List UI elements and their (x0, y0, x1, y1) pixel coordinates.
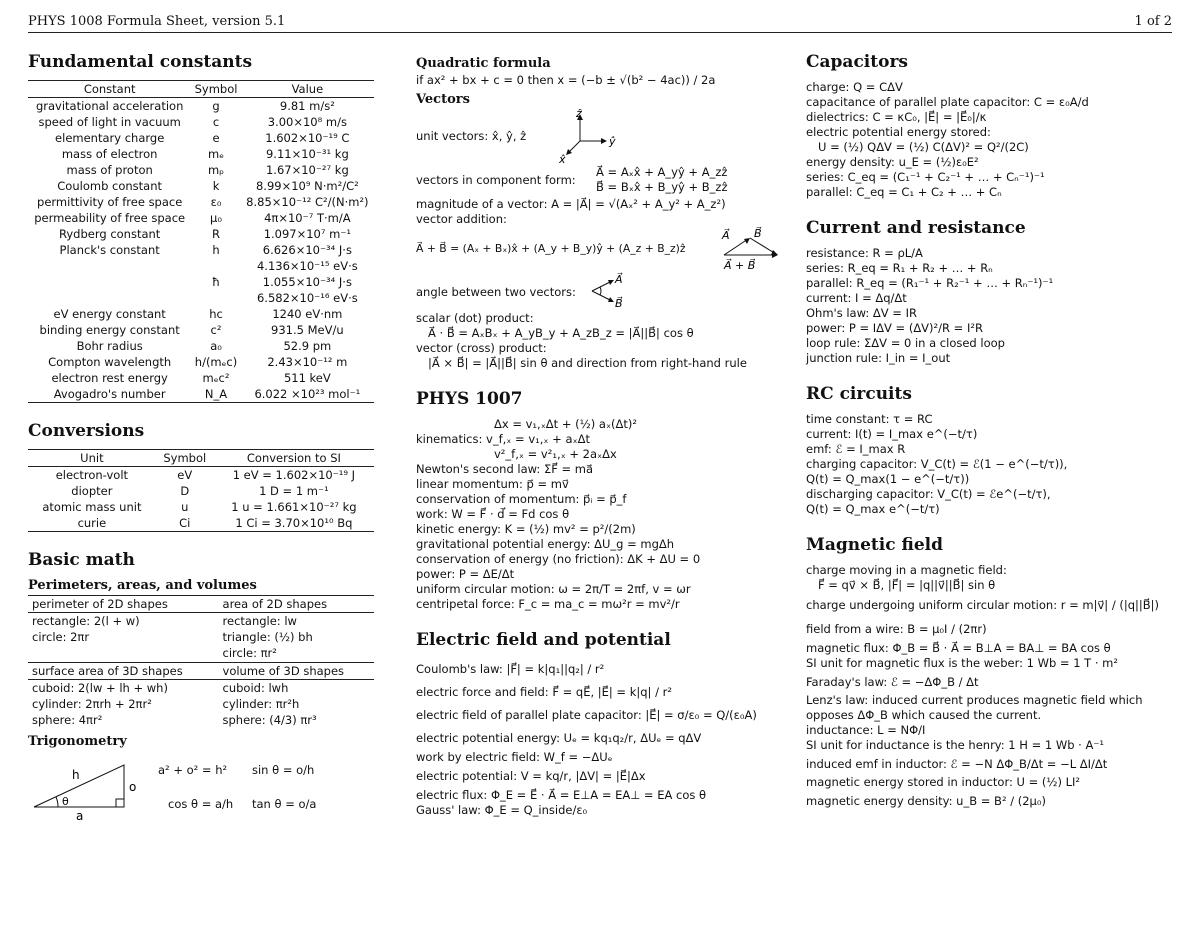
electric-potential: electric potential: V = kq/r, |ΔV| = |E⃗|Δx (416, 769, 646, 783)
loop-rule: loop rule: ΣΔV = 0 in a closed loop (806, 336, 1005, 350)
resistance: resistance: R = ρL/A (806, 246, 923, 260)
table-cell: 511 keV (283, 371, 331, 385)
constant-row (28, 386, 374, 403)
constant-row (28, 178, 374, 194)
constant-row (28, 98, 374, 115)
page-number: 1 of 2 (1134, 14, 1172, 29)
area-triangle: triangle: (½) bh (222, 630, 313, 644)
table-cell: μ₀ (210, 211, 222, 225)
perimeter-head: perimeter of 2D shapes (28, 596, 219, 613)
constant-row (28, 370, 374, 386)
magnitude-formula: magnitude of a vector: A = |A⃗| = √(Aₓ² + A_y² + A_z²) (416, 197, 726, 211)
grav-potential-energy: gravitational potential energy: ΔU_g = mgΔh (416, 537, 675, 551)
table-cell: 6.626×10⁻³⁴ J·s (262, 243, 352, 257)
table-cell: 2.43×10⁻¹² m (267, 355, 348, 369)
lenz-law-2: opposes ΔΦ_B which caused the current. (806, 708, 1042, 722)
column-1 (28, 42, 374, 823)
page-header (28, 14, 1172, 33)
cross-formula: |A⃗ × B⃗| = |A⃗||B⃗| sin θ and direction from right-hand rule (428, 356, 747, 370)
table-cell: 1 D = 1 m⁻¹ (259, 484, 329, 498)
opp-label: o (129, 780, 137, 794)
table-cell: 931.5 MeV/u (271, 323, 344, 337)
sheet-title: PHYS 1008 Formula Sheet, version 5.1 (28, 14, 286, 29)
table-cell: 3.00×10⁸ m/s (267, 115, 347, 129)
quadratic-heading: Quadratic formula (416, 56, 551, 71)
mag-energy-density: magnetic energy density: u_B = B² / (2μ₀) (806, 794, 1046, 808)
table-cell (191, 290, 240, 306)
constant-row (28, 194, 374, 210)
constant-row (28, 242, 374, 258)
constant-row (28, 322, 374, 338)
tan-def: tan θ = o/a (252, 797, 317, 811)
gauss-law: Gauss' law: Φ_E = Q_inside/ε₀ (416, 803, 588, 817)
col-header: Value (241, 81, 374, 98)
electric-flux: electric flux: Φ_E = E⃗ · A⃗ = E⊥A = EA⊥ = EA cos θ (416, 788, 707, 802)
table-cell: 9.11×10⁻³¹ kg (265, 147, 349, 161)
table-cell: a₀ (210, 339, 222, 353)
cap-parallel-plate: capacitance of parallel plate capacitor: C = ε₀A/d (806, 95, 1089, 109)
constant-row (28, 306, 374, 322)
surface-sphere: sphere: 4πr² (32, 713, 103, 727)
conversions-table (28, 449, 374, 532)
table-cell: D (180, 484, 190, 498)
y-axis-label: ŷ (609, 135, 616, 148)
col-header: Conversion to SI (214, 450, 374, 467)
table-cell: h/(mₑc) (194, 355, 238, 369)
volume-cylinder: cylinder: πr²h (222, 697, 300, 711)
fig-a-label: A⃗ (722, 229, 730, 242)
junction-rule: junction rule: I_in = I_out (806, 351, 951, 365)
constant-row (28, 258, 374, 274)
fig-sum-label: A⃗ + B⃗ (724, 259, 756, 271)
table-cell: mass of electron (61, 147, 158, 161)
coulomb-law: Coulomb's law: |F⃗| = k|q₁||q₂| / r² (416, 662, 605, 676)
x-axis-label: x̂ (559, 153, 566, 165)
table-cell: Avogadro's number (28, 386, 191, 403)
sin-def: sin θ = o/h (252, 763, 315, 777)
kinematics-3: v²_f,ₓ = v²₁,ₓ + 2aₓΔx (494, 447, 617, 461)
conversion-row (28, 499, 374, 515)
table-cell: 8.85×10⁻¹² C²/(N·m²) (246, 195, 369, 209)
mag-flux: magnetic flux: Φ_B = B⃗ · A⃗ = B⊥A = BA⊥ = BA cos θ (806, 641, 1111, 655)
z-axis-label: ẑ (576, 109, 582, 120)
constant-row (28, 130, 374, 146)
constant-row (28, 146, 374, 162)
angle-figure (584, 271, 628, 311)
pav-subheading: Perimeters, areas, and volumes (28, 578, 257, 593)
table-cell: Compton wavelength (48, 355, 172, 369)
axes-figure (556, 109, 626, 165)
table-cell: 4.136×10⁻¹⁵ eV·s (256, 259, 358, 273)
adj-label: a (76, 809, 84, 821)
rc-discharging-v: discharging capacitor: V_C(t) = ℰe^(−t/τ), (806, 487, 1051, 501)
rc-current: current: I(t) = I_max e^(−t/τ) (806, 427, 978, 441)
table-cell: 1240 eV·nm (272, 307, 343, 321)
inductor-energy: magnetic energy stored in inductor: U = (½) LI² (806, 775, 1081, 789)
volume-cuboid: cuboid: lwh (222, 681, 289, 695)
table-cell: c² (210, 323, 222, 337)
conversion-row (28, 467, 374, 484)
mag-charge-moving: charge moving in a magnetic field: (806, 563, 1007, 577)
table-cell: 1.055×10⁻³⁴ J·s (262, 275, 352, 289)
constant-row (28, 162, 374, 178)
mag-wire-field: field from a wire: B = μ₀I / (2πr) (806, 622, 987, 636)
elec-power: power: P = IΔV = (ΔV)²/R = I²R (806, 321, 983, 335)
vector-addition-formula: A⃗ + B⃗ = (Aₓ + Bₓ)x̂ + (A_y + B_y)ŷ + (A_z + B_z)ẑ (416, 242, 686, 255)
cap-parallel: parallel: C_eq = C₁ + C₂ + … + Cₙ (806, 185, 1002, 199)
res-parallel: parallel: R_eq = (R₁⁻¹ + R₂⁻¹ + … + Rₙ⁻¹)⁻¹ (806, 276, 1054, 290)
lenz-law-1: Lenz's law: induced current produces magnetic field which (806, 693, 1143, 707)
conversion-row (28, 483, 374, 499)
table-cell: Rydberg constant (59, 227, 161, 241)
table-cell: 1 u = 1.661×10⁻²⁷ kg (231, 500, 357, 514)
surface-cylinder: cylinder: 2πrh + 2πr² (32, 697, 152, 711)
col-header: Symbol (191, 81, 240, 98)
electric-force-field: electric force and field: F⃗ = qE⃗, |E⃗| = k|q| / r² (416, 685, 672, 699)
unit-vectors: unit vectors: x̂, ŷ, ẑ (416, 129, 527, 143)
constant-row (28, 338, 374, 354)
component-label: vectors in component form: (416, 173, 576, 187)
component-form-block (416, 165, 788, 197)
electric-potential-energy: electric potential energy: Uₑ = kq₁q₂/r, ΔUₑ = qΔV (416, 731, 702, 745)
constant-row (28, 274, 374, 290)
table-cell: R (212, 227, 221, 241)
table-cell: 9.81 m/s² (279, 99, 335, 113)
weber-unit: SI unit for magnetic flux is the weber: 1 Wb = 1 T · m² (806, 656, 1118, 670)
component-a: A⃗ = Aₓx̂ + A_yŷ + A_zẑ (596, 165, 728, 179)
cap-energy-formula: U = (½) QΔV = (½) C(ΔV)² = Q²/(2C) (818, 140, 1029, 154)
cos-def: cos θ = a/h (168, 797, 234, 811)
perimeter-rect: rectangle: 2(l + w) (32, 614, 140, 628)
cap-dielectrics: dielectrics: C = κC₀, |E⃗| = |E⃗₀|/κ (806, 110, 987, 124)
table-cell: hc (209, 307, 223, 321)
linear-momentum: linear momentum: p⃗ = mv⃗ (416, 477, 569, 491)
table-cell: Coulomb constant (57, 179, 163, 193)
area-rect: rectangle: lw (222, 614, 297, 628)
capacitors-heading: Capacitors (806, 52, 908, 72)
efp-heading: Electric field and potential (416, 630, 671, 650)
magnetic-heading: Magnetic field (806, 535, 943, 555)
table-cell: Ci (156, 515, 214, 532)
current-resistance-heading: Current and resistance (806, 218, 1026, 238)
cap-energy-density: energy density: u_E = (½)ε₀E² (806, 155, 979, 169)
table-cell: gravitational acceleration (35, 99, 184, 113)
work-electric-field: work by electric field: W_f = −ΔUₑ (416, 750, 613, 764)
mag-force: F⃗ = qv⃗ × B⃗, |F⃗| = |q||v⃗||B⃗| sin θ (818, 578, 996, 592)
table-cell: 1.097×10⁷ m⁻¹ (263, 227, 352, 241)
angle-label: angle between two vectors: (416, 285, 576, 299)
table-cell: elementary charge (55, 131, 165, 145)
right-triangle-figure (28, 751, 138, 821)
table-cell: h (212, 243, 220, 257)
table-cell: 1.602×10⁻¹⁹ C (265, 131, 350, 145)
col-header: Constant (28, 81, 191, 98)
table-cell: 4π×10⁻⁷ T·m/A (264, 211, 351, 225)
theta-label: θ (62, 795, 69, 808)
cap-energy-label: electric potential energy stored: (806, 125, 991, 139)
table-cell: 1 Ci = 3.70×10¹⁰ Bq (214, 515, 374, 532)
plate-capacitor-field: electric field of parallel plate capacitor: |E⃗| = σ/ε₀ = Q/(ε₀A) (416, 708, 757, 722)
table-cell: 1.67×10⁻²⁷ kg (265, 163, 349, 177)
table-cell: 52.9 pm (283, 339, 332, 353)
constant-row (28, 290, 374, 306)
constants-table (28, 80, 374, 403)
ohms-law: Ohm's law: ΔV = IR (806, 306, 917, 320)
phys1007-heading: PHYS 1007 (416, 389, 523, 409)
table-cell: 1 eV = 1.602×10⁻¹⁹ J (232, 468, 356, 482)
angle-fig-a: A⃗ (615, 273, 623, 286)
table-cell: 6.582×10⁻¹⁶ eV·s (256, 291, 358, 305)
table-cell (28, 274, 191, 290)
constant-row (28, 226, 374, 242)
table-cell: ε₀ (210, 195, 222, 209)
shapes-table (28, 595, 374, 728)
vector-addition-block (416, 227, 788, 271)
vector-addition-label: vector addition: (416, 212, 507, 226)
table-cell: eV energy constant (53, 307, 166, 321)
basic-math-heading: Basic math (28, 550, 135, 570)
col-header: Symbol (156, 450, 214, 467)
kinetic-energy: kinetic energy: K = (½) mv² = p²/(2m) (416, 522, 636, 536)
cap-series: series: C_eq = (C₁⁻¹ + C₂⁻¹ + … + Cₙ⁻¹)⁻¹ (806, 170, 1045, 184)
surface-cuboid: cuboid: 2(lw + lh + wh) (32, 681, 168, 695)
table-cell: diopter (71, 484, 113, 498)
vector-sum-figure (718, 227, 784, 271)
area-head: area of 2D shapes (219, 596, 374, 613)
surface-head: surface area of 3D shapes (28, 663, 219, 680)
conversions-heading: Conversions (28, 421, 145, 441)
perimeter-circle: circle: 2πr (32, 630, 90, 644)
table-cell: Bohr radius (76, 339, 143, 353)
table-cell: Planck's constant (59, 243, 160, 257)
volume-sphere: sphere: (4/3) πr³ (222, 713, 317, 727)
angle-fig-b: B⃗ (615, 297, 623, 310)
res-series: series: R_eq = R₁ + R₂ + … + Rₙ (806, 261, 993, 275)
quadratic-formula: if ax² + bx + c = 0 then x = (−b ± √(b² − 4ac)) / 2a (416, 73, 716, 87)
kinematics-2: kinematics: v_f,ₓ = v₁,ₓ + aₓΔt (416, 432, 590, 446)
centripetal-force: centripetal force: F_c = ma_c = mω²r = mv²/r (416, 597, 680, 611)
table-cell: curie (28, 515, 156, 532)
power-formula: power: P = ΔE/Δt (416, 567, 515, 581)
vectors-heading: Vectors (416, 92, 470, 107)
volume-head: volume of 3D shapes (219, 663, 374, 680)
cross-label: vector (cross) product: (416, 341, 547, 355)
rc-charging-q: Q(t) = Q_max(1 − e^(−t/τ)) (806, 472, 970, 486)
rc-heading: RC circuits (806, 384, 912, 404)
table-cell: permittivity of free space (37, 195, 183, 209)
table-cell: eV (177, 468, 193, 482)
henry-unit: SI unit for inductance is the henry: 1 H = 1 Wb · A⁻¹ (806, 738, 1105, 752)
newton-law: Newton's second law: ΣF⃗ = ma⃗ (416, 462, 594, 476)
table-cell: permeability of free space (34, 211, 186, 225)
conversion-row (28, 515, 374, 532)
energy-conservation: conservation of energy (no friction): ΔK + ΔU = 0 (416, 552, 701, 566)
momentum-conservation: conservation of momentum: p⃗ᵢ = p⃗_f (416, 492, 627, 506)
table-cell: e (212, 131, 220, 145)
area-circle: circle: πr² (219, 645, 374, 663)
rc-discharging-q: Q(t) = Q_max e^(−t/τ) (806, 502, 940, 516)
work-formula: work: W = F⃗ · d⃗ = Fd cos θ (416, 507, 570, 521)
circular-motion: uniform circular motion: ω = 2π/T = 2πf, v = ωr (416, 582, 691, 596)
rc-charging-v: charging capacitor: V_C(t) = ℰ(1 − e^(−t/τ)), (806, 457, 1068, 471)
table-cell: k (212, 179, 220, 193)
table-cell (28, 290, 191, 306)
current: current: I = Δq/Δt (806, 291, 907, 305)
table-cell: electron-volt (55, 468, 129, 482)
cap-charge: charge: Q = CΔV (806, 80, 903, 94)
table-cell: mass of proton (66, 163, 153, 177)
table-cell: speed of light in vacuum (38, 115, 181, 129)
table-cell: u (181, 500, 189, 514)
constant-row (28, 114, 374, 130)
dot-label: scalar (dot) product: (416, 311, 534, 325)
dot-formula: A⃗ · B⃗ = AₓBₓ + A_yB_y + A_zB_z = |A⃗||B⃗| cos θ (428, 326, 694, 340)
table-cell: electron rest energy (51, 371, 168, 385)
fig-b-label: B⃗ (754, 227, 762, 240)
constant-row (28, 210, 374, 226)
mag-circular-radius: charge undergoing uniform circular motion: r = m|v⃗| / (|q||B⃗|) (806, 598, 1160, 612)
trig-block (28, 751, 374, 823)
table-cell (28, 258, 191, 274)
table-cell: atomic mass unit (42, 500, 142, 514)
table-cell: mₑ (208, 147, 225, 161)
pythagoras: a² + o² = h² (158, 763, 228, 777)
faraday-law: Faraday's law: ℰ = −ΔΦ_B / Δt (806, 675, 979, 689)
constants-heading: Fundamental constants (28, 52, 253, 72)
column-2 (416, 42, 788, 818)
table-cell: 6.022 ×10²³ mol⁻¹ (241, 386, 374, 403)
hyp-label: h (72, 768, 80, 782)
table-cell: 8.99×10⁹ N·m²/C² (255, 179, 359, 193)
rc-time-constant: time constant: τ = RC (806, 412, 933, 426)
constant-row (28, 354, 374, 370)
column-3 (806, 42, 1176, 812)
inductance: inductance: L = NΦ/I (806, 723, 926, 737)
table-cell: ħ (212, 275, 221, 289)
table-cell: c (212, 115, 220, 129)
trig-subheading: Trigonometry (28, 734, 127, 749)
table-cell: mₚ (207, 163, 225, 177)
table-cell: N_A (191, 386, 240, 403)
table-cell: g (212, 99, 220, 113)
table-cell: binding energy constant (39, 323, 180, 337)
table-cell: mₑc² (202, 371, 230, 385)
rc-emf: emf: ℰ = I_max R (806, 442, 906, 456)
inductor-emf: induced emf in inductor: ℰ = −N ΔΦ_B/Δt = −L ΔI/Δt (806, 757, 1108, 771)
unit-vectors-block (416, 109, 788, 165)
col-header: Unit (28, 450, 156, 467)
angle-block (416, 271, 788, 311)
kinematics-1: Δx = v₁,ₓΔt + (½) aₓ(Δt)² (494, 417, 638, 431)
table-cell (191, 258, 240, 274)
component-b: B⃗ = Bₓx̂ + B_yŷ + B_zẑ (596, 180, 728, 194)
